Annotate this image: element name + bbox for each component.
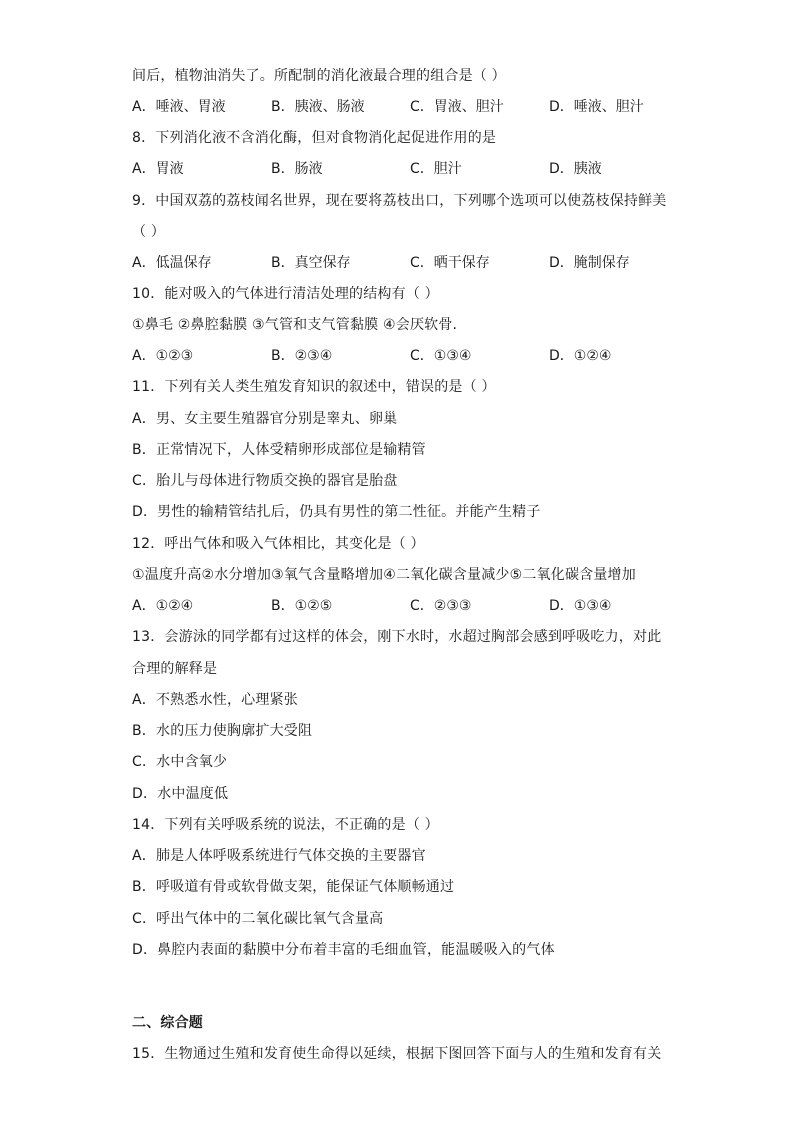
q8-stem: 8．下列消化液不含消化酶，但对食物消化起促进作用的是	[132, 130, 497, 146]
q11-option-a: A．男、女主要生殖器官分别是睾丸、卵巢	[132, 411, 398, 427]
q9-options	[132, 254, 692, 272]
q14-option-d: D．鼻腔内表面的黏膜中分布着丰富的毛细血管，能温暖吸入的气体	[132, 942, 555, 958]
q13-option-d: D．水中温度低	[132, 786, 229, 802]
q14-stem: 14．下列有关呼吸系统的说法，不正确的是（ ）	[132, 817, 439, 833]
q7-options	[132, 98, 692, 116]
q14-option-b: B．呼吸道有骨或软骨做支架，能保证气体顺畅通过	[132, 879, 455, 895]
q9-option-d: D．腌制保存	[549, 255, 630, 271]
q10-stem: 10．能对吸入的气体进行清洁处理的结构有（ ）	[132, 286, 439, 302]
q10-option-d: D．①②④	[549, 348, 612, 364]
q7-option-c: C．胃液、胆汁	[410, 99, 504, 115]
q9-option-a: A．低温保存	[132, 255, 212, 271]
q11-stem: 11．下列有关人类生殖发育知识的叙述中，错误的是（ ）	[132, 379, 496, 395]
q9-option-b: B．真空保存	[271, 255, 351, 271]
q11-option-c: C．胎儿与母体进行物质交换的器官是胎盘	[132, 473, 398, 489]
q12-option-a: A．①②④	[132, 598, 194, 614]
q12-option-d: D．①③④	[549, 598, 612, 614]
q9-option-c: C．晒干保存	[410, 255, 490, 271]
q12-option-b: B．①②⑤	[271, 598, 333, 614]
q7-option-b: B．胰液、肠液	[271, 99, 365, 115]
q15-stem: 15．生物通过生殖和发育使生命得以延续，根据下图回答下面与人的生殖和发育有关	[132, 1046, 662, 1062]
q10-items: ①鼻毛 ②鼻腔黏膜 ③气管和支气管黏膜 ④会厌软骨.	[132, 317, 458, 333]
q7-option-d: D．唾液、胆汁	[549, 99, 644, 115]
q8-option-b: B．肠液	[271, 161, 323, 177]
q13-option-c: C．水中含氧少	[132, 754, 228, 770]
q8-option-c: C．胆汁	[410, 161, 462, 177]
q8-options	[132, 160, 692, 178]
q9-stem-bracket: （ ）	[132, 224, 166, 240]
q8-option-a: A．胃液	[132, 161, 184, 177]
q10-option-c: C．①③④	[410, 348, 472, 364]
q14-option-c: C．呼出气体中的二氧化碳比氧气含量高	[132, 911, 384, 927]
q12-items: ①温度升高②水分增加③氧气含量略增加④二氧化碳含量减少⑤二氧化碳含量增加	[132, 567, 636, 583]
q10-option-a: A．①②③	[132, 348, 194, 364]
q13-stem-continuation: 合理的解释是	[132, 661, 218, 677]
q12-option-c: C．②③③	[410, 598, 472, 614]
q10-option-b: B．②③④	[271, 348, 333, 364]
q10-options	[132, 347, 692, 365]
q11-option-b: B．正常情况下，人体受精卵形成部位是输精管	[132, 442, 426, 458]
q13-option-a: A．不熟悉水性，心理紧张	[132, 692, 298, 708]
q13-stem: 13．会游泳的同学都有过这样的体会，刚下水时，水超过胸部会感到呼吸吃力，对此	[132, 629, 662, 645]
q7-stem-continuation: 间后，植物油消失了。所配制的消化液最合理的组合是（ ）	[132, 68, 506, 84]
q13-option-b: B．水的压力使胸廓扩大受阻	[132, 723, 313, 739]
section-heading: 二、综合题	[132, 1015, 203, 1031]
q12-stem: 12．呼出气体和吸入气体相比，其变化是（ ）	[132, 536, 425, 552]
q11-option-d: D．男性的输精管结扎后，仍具有男性的第二性征。并能产生精子	[132, 504, 541, 520]
q9-stem: 9．中国双荔的荔枝闻名世界，现在要将荔枝出口，下列哪个选项可以使荔枝保持鲜美	[132, 193, 667, 209]
q7-option-a: A．唾液、胃液	[132, 99, 226, 115]
q14-option-a: A．肺是人体呼吸系统进行气体交换的主要器官	[132, 848, 426, 864]
q12-options	[132, 597, 692, 615]
q8-option-d: D．胰液	[549, 161, 602, 177]
